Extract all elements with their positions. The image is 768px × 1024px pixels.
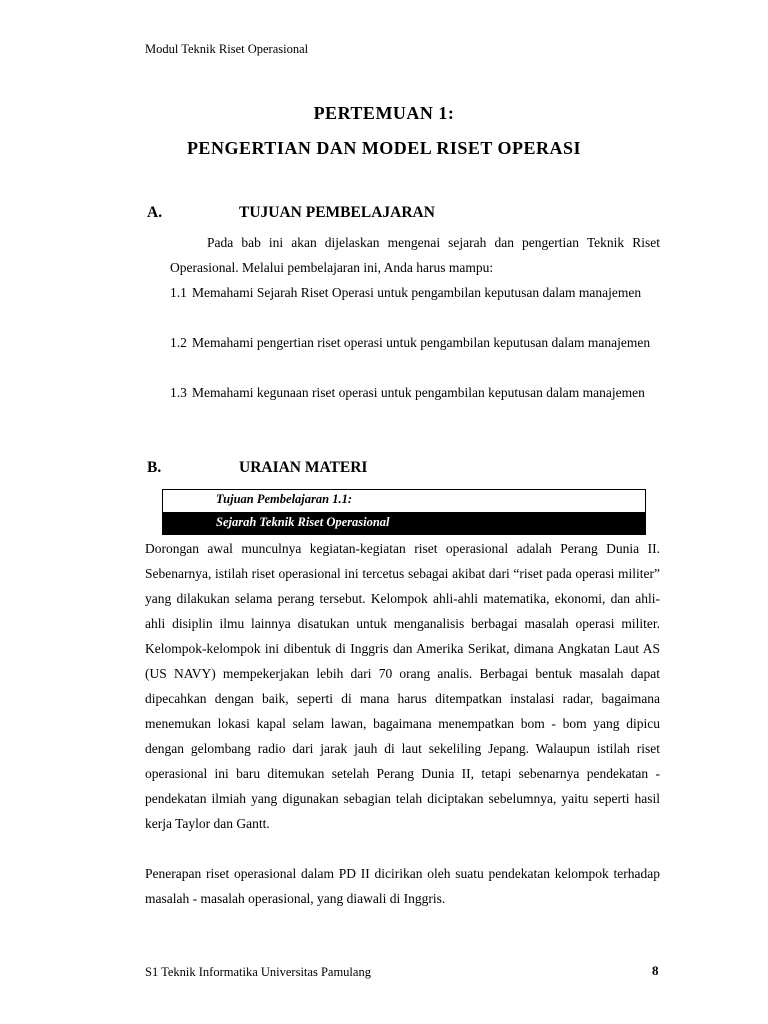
objective-text: Memahami pengertian riset operasi untuk pengambilan keputusan dalam manajemen [192,335,651,350]
objective-item [170,330,660,355]
chapter-title-line2: PENGERTIAN DAN MODEL RISET OPERASI [186,138,582,158]
page-number: 8 [652,963,659,978]
section-b-heading: URAIAN MATERI [239,459,368,476]
body-paragraph-1: Dorongan awal munculnya kegiatan-kegiatan riset operasional adalah Perang Dunia II. Sebenarnya, istilah riset operasional ini tercetus sebagai akibat dari “riset pada operasi militer” yang dilakukan selama perang tersebut. Kelompok ahli-ahli matematika, ekonomi, dan ahli-ahli disiplin ilmu lainnya disatukan untuk menganalisis berbagai masalah operasi militer. Kelompok-kelompok ini dibentuk di Inggris dan Amerika Serikat, dimana Angkatan Laut AS (US NAVY) mempekerjakan lebih dari 70 orang analis. Berbagai bentuk masalah dapat dipecahkan dengan baik, seperti di mana harus ditempatkan instalasi radar, bagaimana menemukan lokasi kapal selam lawan, bagaimana menempatkan bom - bom yang dipicu dengan gelombang radio dari jarak jauh di laut sekeliling Jepang. Walaupun istilah riset operasional ini baru ditemukan setelah Perang Dunia II, tetapi sebenarnya pendekatan - pendekatan ilmiah yang digunakan sebagian telah diciptakan sebelumnya, yaitu seperti hasil kerja Taylor dan Gantt. [145,541,660,831]
body-paragraph-2: Penerapan riset operasional dalam PD II dicirikan oleh suatu pendekatan kelompok terhadap masalah - masalah operasional, yang diawali di Inggris. [145,866,660,906]
objective-number: 1.3 [170,385,187,400]
box-objective-label: Tujuan Pembelajaran 1.1: [216,492,353,506]
objective-text: Memahami kegunaan riset operasi untuk pengambilan keputusan dalam manajemen [192,385,645,400]
running-header: Modul Teknik Riset Operasional [145,42,309,56]
learning-objective-box [162,489,646,535]
box-top-band [163,490,645,512]
objective-number: 1.2 [170,335,187,350]
box-bottom-band [163,512,645,535]
objective-item [170,380,660,405]
section-b-letter: B. [147,459,162,476]
footer-institution: S1 Teknik Informatika Universitas Pamulang [145,965,371,979]
box-objective-title: Sejarah Teknik Riset Operasional [216,515,390,529]
objective-item [170,280,660,305]
section-a-intro: Pada bab ini akan dijelaskan mengenai sejarah dan pengertian Teknik Riset Operasional. Melalui pembelajaran ini, Anda harus mampu: [170,235,660,275]
objective-number: 1.1 [170,285,187,300]
section-a-heading: TUJUAN PEMBELAJARAN [239,204,435,221]
chapter-title-line1: PERTEMUAN 1: [313,103,455,123]
objective-text: Memahami Sejarah Riset Operasi untuk pengambilan keputusan dalam manajemen [192,285,642,300]
section-a-letter: A. [147,204,163,221]
